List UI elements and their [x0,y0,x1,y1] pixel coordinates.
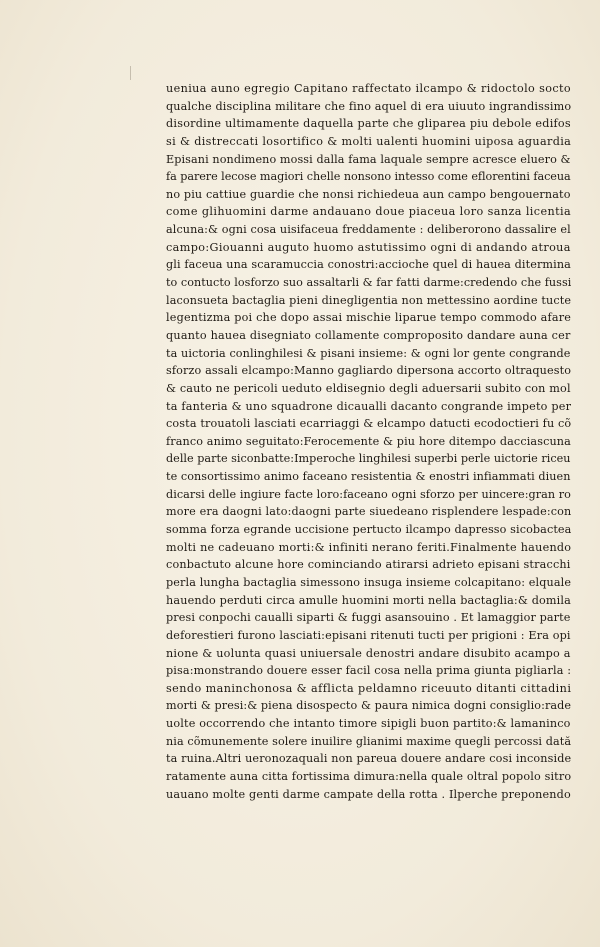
text-line: costa trouatoli lasciati ecarriaggi & elcampo datucti ecodoctieri fu cõ [166,417,571,431]
text-line: presi conpochi caualli siparti & fuggi asansouino . Et lamaggior parte [166,611,571,625]
text-line: sendo maninchonosa & afflicta peldamno riceuuto ditanti cittadini [166,681,571,695]
text-line: dicarsi delle ingiure facte loro:faceano ogni sforzo per uincere:gran ro [166,487,571,501]
text-line: gli faceua una scaramuccia conostri:accioche quel di hauea ditermina [166,258,571,272]
text-line: nione & uolunta quasi uniuersale denostri andare disubito acampo a [166,646,571,660]
text-line: disordine ultimamente daquella parte che gliparea piu debole edifos [166,117,571,131]
text-line: hauendo perduti circa amulle huomini morti nella bactaglia:& domila [166,593,571,607]
text-line: alcuna:& ogni cosa uisifaceua freddamente : deliberorono dassalire el [166,223,571,237]
text-line: no piu cattiue guardie che nonsi richiedeua aun campo bengouernato [166,187,571,201]
text-line: sforzo assali elcampo:Manno gagliardo dipersona accorto oltraquesto [166,364,571,378]
text-line: qualche disciplina militare che fino aquel di era uiuuto ingrandissimo [166,99,571,113]
text-line: ratamente auna citta fortissima dimura:nella quale oltral popolo sitro [166,769,571,783]
text-line: laconsueta bactaglia pieni dinegligentia non mettessino aordine tucte [166,293,571,307]
text-line: nia cõmunemente solere inuilire glianimi maxime quegli percossi dată [166,734,571,748]
text-line: quanto hauea disegniato collamente comproposito dandare auna cer [166,328,571,342]
text-line: conbactuto alcune hore cominciando atirarsi adrieto episani stracchi [166,558,571,572]
text-line: delle parte siconbatte:Imperoche linghilesi superbi perle uictorie riceu [166,452,571,466]
text-line: come glihuomini darme andauano doue piaceua loro sanza licentia [166,205,571,219]
text-line: ta uictoria conlinghilesi & pisani insieme: & ogni lor gente congrande [166,346,571,360]
text-line: deforestieri furono lasciati:episani ritenuti tucti per prigioni : Era opi [166,628,571,642]
text-line: uolte occorrendo che intanto timore sipigli buon partito:& lamaninco [166,717,571,731]
text-line: franco animo seguitato:Ferocemente & piu hore ditempo dacciascuna [166,434,571,448]
text-line: pisa:monstrando douere esser facil cosa nella prima giunta pigliarla : [166,664,571,678]
text-block [166,80,571,803]
text-line: te consortissimo animo faceano resistentia & enostri infiammati diuen [166,470,571,484]
text-line: to contucto losforzo suo assaltarli & far fatti darme:credendo che fussi [166,276,571,290]
text-line: & cauto ne pericoli ueduto eldisegnio degli aduersarii subito con mol [166,381,571,395]
text-line: ta ruina.Altri ueronozaquali non pareua douere andare cosi inconside [166,752,571,766]
text-line: ueniua auno egregio Capitano raffectato ilcampo & ridoctolo socto [166,82,571,95]
text-line: campo:Giouanni auguto huomo astutissimo ogni di andando atroua [166,240,571,254]
text-line: ta fanteria & uno squadrone dicaualli dacanto congrande impeto per [166,399,571,413]
text-line: morti & presi:& piena disospecto & paura nimica dogni consiglio:rade [166,699,571,713]
text-line: si & distreccati losortifico & molti ualenti huomini uiposa aguardia [166,134,571,148]
margin-mark [130,66,131,80]
text-line: more era daogni lato:daogni parte siuedeano risplendere lespade:con [166,505,571,519]
text-line: fa parere lecose magiori chelle nonsono intesso come eflorentini faceua [166,170,571,184]
text-line: uauano molte genti darme campate della rotta . Ilperche preponendo [166,787,571,801]
text-line: legentizma poi che dopo assai mischie liparue tempo commodo afare [166,311,571,325]
text-line: perla lungha bactaglia simessono insuga insieme colcapitano: elquale [166,575,571,589]
text-line: molti ne cadeuano morti:& infiniti nerano feriti.Finalmente hauendo [166,540,571,554]
text-line: somma forza egrande uccisione pertucto ilcampo dapresso sicobactea [166,523,571,537]
text-line: Episani nondimeno mossi dalla fama laquale sempre acresce eluero & [166,152,571,166]
